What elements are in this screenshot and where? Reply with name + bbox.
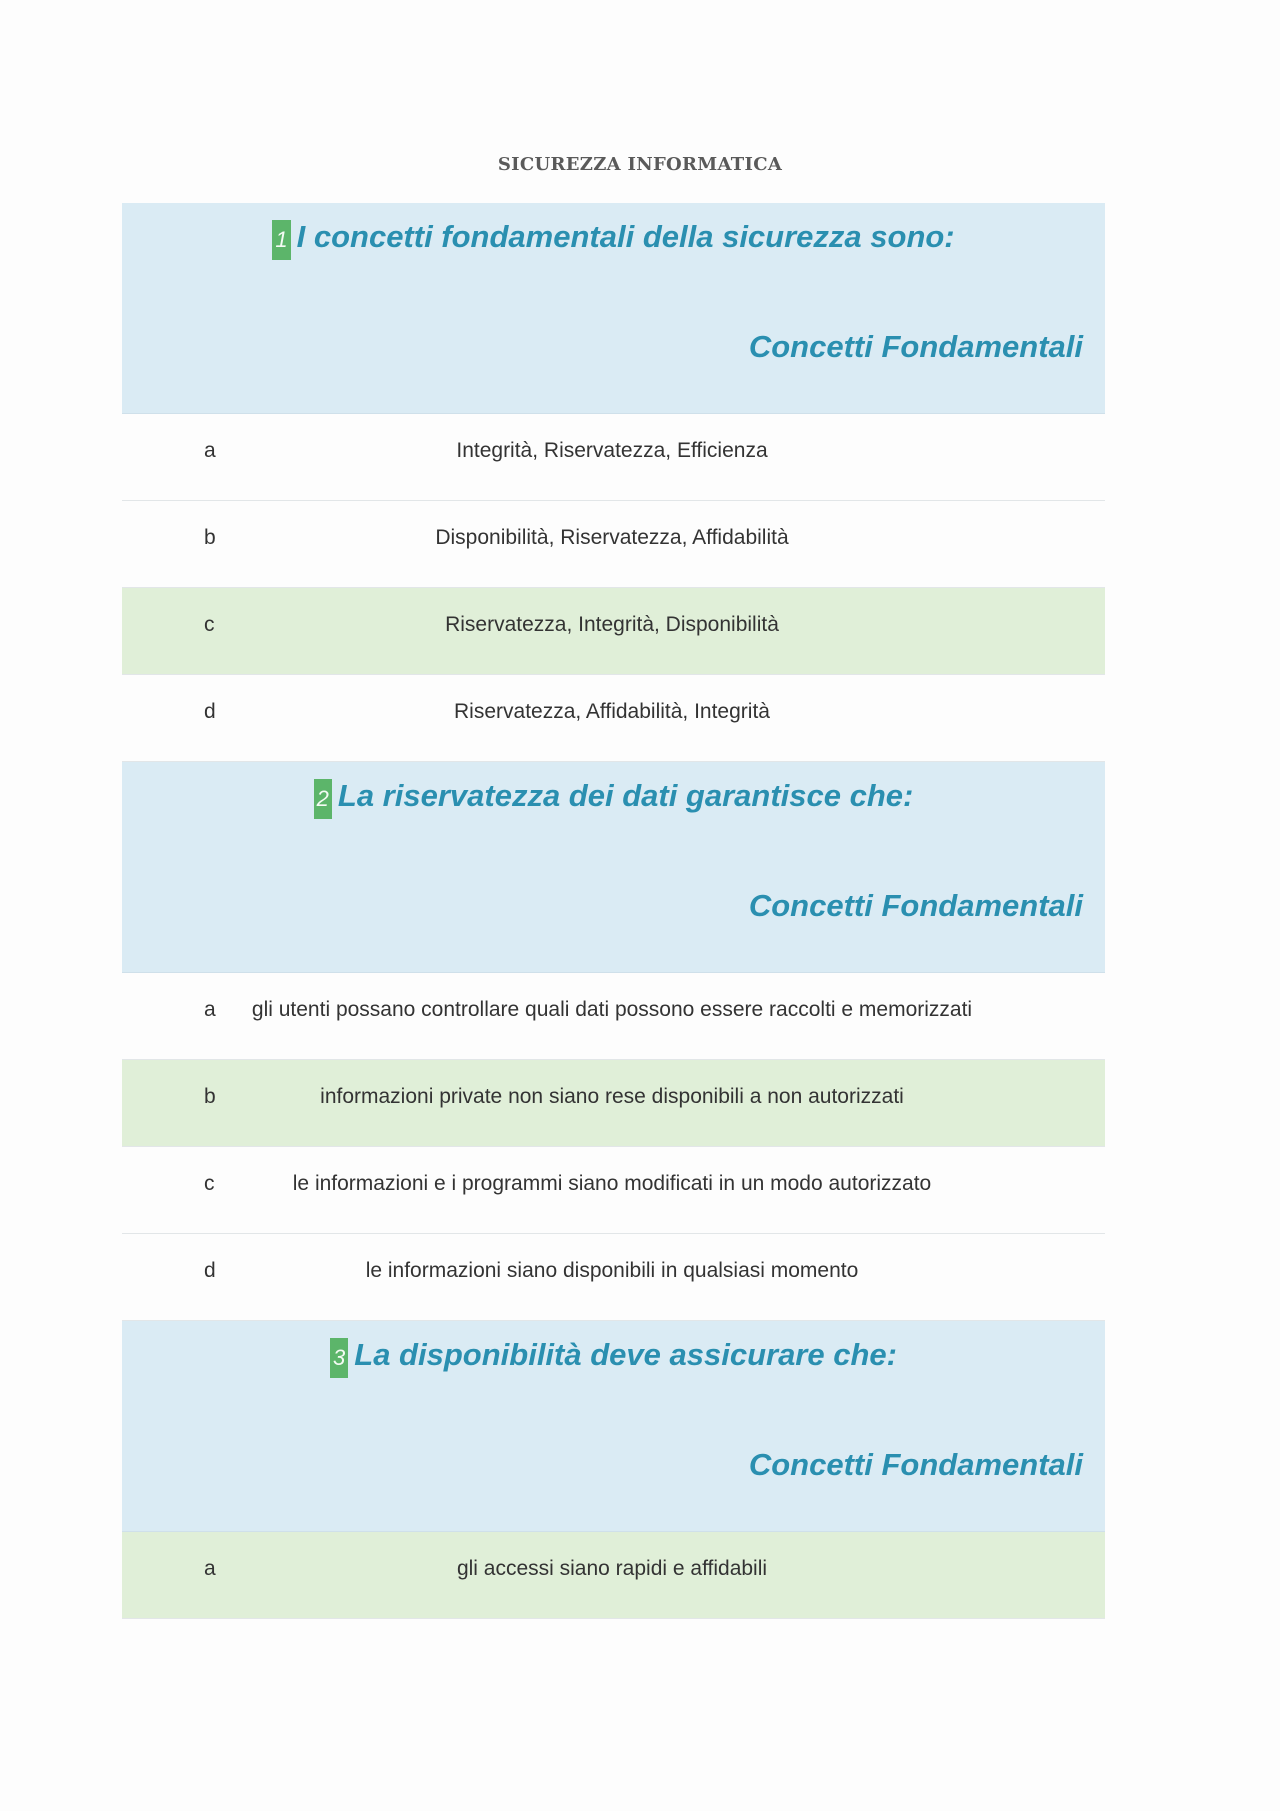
answer-row[interactable] — [122, 414, 1105, 501]
question-header — [122, 203, 1105, 414]
question-text: La disponibilità deve assicurare che: — [354, 1337, 897, 1372]
answer-text: le informazioni siano disponibili in qualsiasi momento — [365, 1259, 859, 1282]
answer-row[interactable] — [122, 675, 1105, 762]
answer-letter: b — [204, 526, 216, 549]
answer-row-correct[interactable] — [122, 1060, 1105, 1147]
answer-row-correct[interactable] — [122, 588, 1105, 675]
answer-text: Disponibilità, Riservatezza, Affidabilità — [435, 526, 789, 549]
answer-row-correct[interactable] — [122, 1532, 1105, 1619]
question-number-badge: 2 — [314, 779, 332, 819]
question-category: Concetti Fondamentali — [748, 888, 1083, 923]
answer-letter: b — [204, 1085, 216, 1108]
question-text: I concetti fondamentali della sicurezza sono: — [296, 219, 955, 254]
question-title — [122, 1333, 1105, 1378]
question-header — [122, 762, 1105, 973]
answer-row[interactable] — [122, 973, 1105, 1060]
answer-row[interactable] — [122, 501, 1105, 588]
question-category: Concetti Fondamentali — [748, 1447, 1083, 1482]
question-number-badge: 3 — [330, 1338, 348, 1378]
answer-letter: d — [204, 1259, 216, 1282]
answer-text: Riservatezza, Affidabilità, Integrità — [454, 700, 770, 723]
answer-row[interactable] — [122, 1234, 1105, 1321]
answer-text: gli accessi siano rapidi e affidabili — [456, 1557, 768, 1580]
answer-text: le informazioni e i programmi siano modificati in un modo autorizzato — [292, 1172, 932, 1195]
question-header — [122, 1321, 1105, 1532]
question-title — [122, 774, 1105, 819]
question-text: La riservatezza dei dati garantisce che: — [337, 778, 914, 813]
answer-letter: a — [204, 998, 216, 1021]
question-title — [122, 215, 1105, 260]
question-block — [122, 203, 1105, 762]
answer-text: Integrità, Riservatezza, Efficienza — [456, 439, 768, 462]
question-block — [122, 762, 1105, 1321]
answer-letter: c — [204, 613, 215, 636]
answer-letter: a — [204, 439, 216, 462]
question-block — [122, 1321, 1105, 1619]
answer-row[interactable] — [122, 1147, 1105, 1234]
document-title: SICUREZZA INFORMATICA — [497, 154, 783, 175]
question-category: Concetti Fondamentali — [748, 329, 1083, 364]
quiz-table — [122, 203, 1105, 1619]
answer-text: Riservatezza, Integrità, Disponibilità — [445, 613, 779, 636]
question-number-badge: 1 — [272, 220, 290, 260]
answer-text: informazioni private non siano rese disponibili a non autorizzati — [320, 1085, 904, 1108]
answer-text: gli utenti possano controllare quali dati possono essere raccolti e memorizzati — [251, 998, 973, 1021]
answer-letter: d — [204, 700, 216, 723]
answer-letter: c — [204, 1172, 215, 1195]
answer-letter: a — [204, 1557, 216, 1580]
